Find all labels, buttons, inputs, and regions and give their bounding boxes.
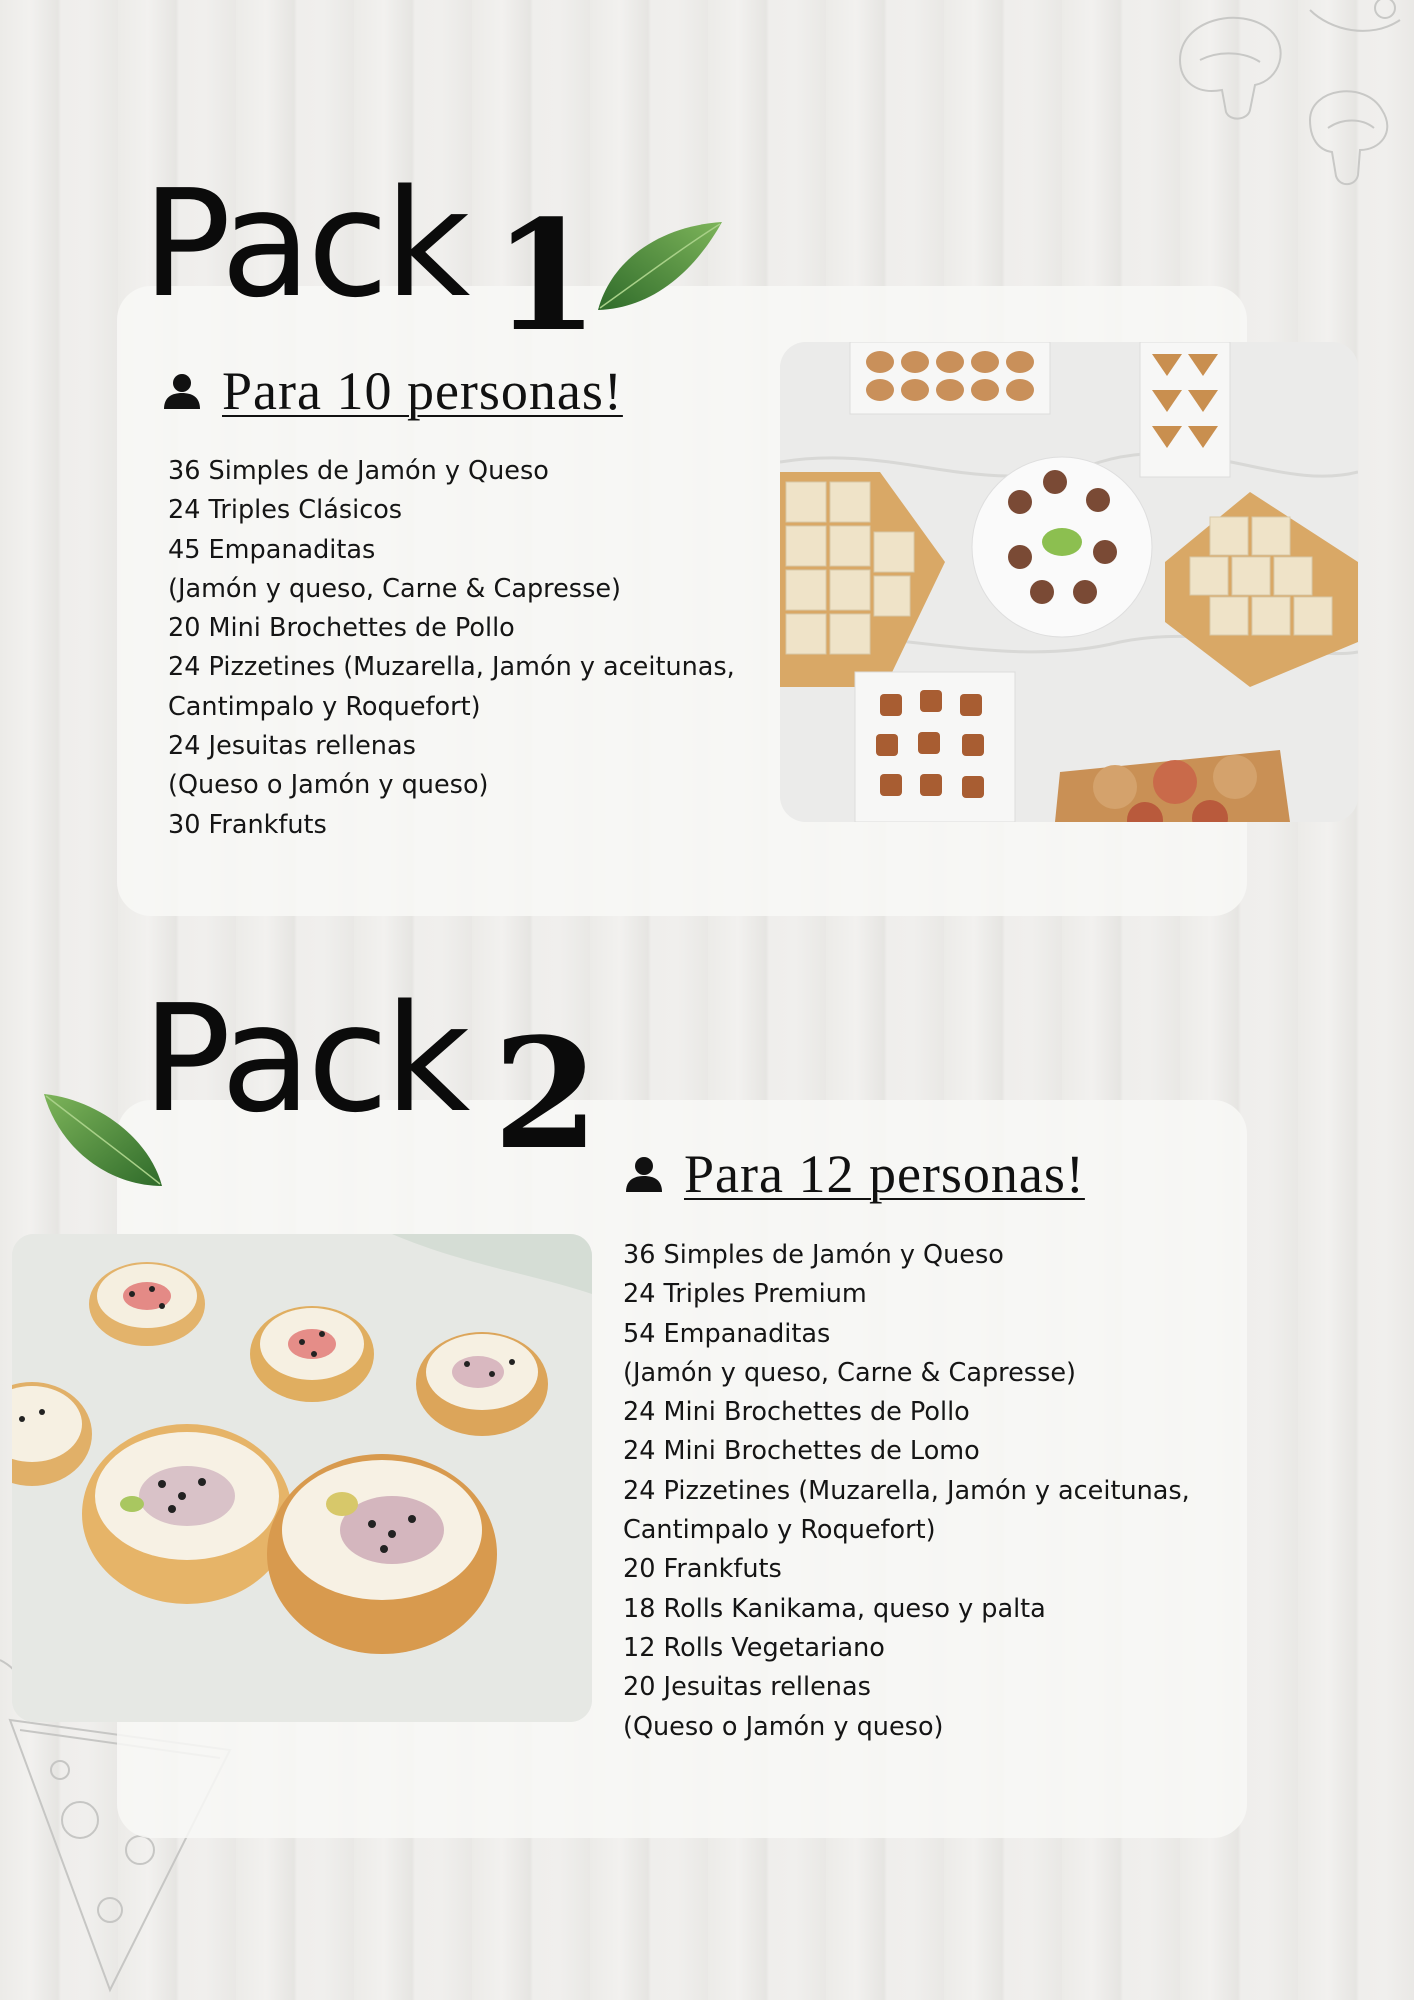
list-item: 20 Jesuitas rellenas (623, 1672, 871, 1703)
list-item: 45 Empanaditas (168, 534, 376, 565)
list-item: 24 Jesuitas rellenas (168, 731, 416, 762)
pack-2-persons-label: Para 12 personas! (684, 1144, 1085, 1204)
list-item: 36 Simples de Jamón y Queso (168, 456, 549, 486)
snack-platter-photo (780, 342, 1358, 822)
list-item: (Queso o Jamón y queso) (168, 770, 489, 801)
leaf-icon (40, 1090, 166, 1190)
list-item: 24 Pizzetines (Muzarella, Jamón y aceitunas, (168, 652, 735, 683)
person-icon (162, 371, 202, 411)
list-item: (Jamón y queso, Carne & Capresse) (623, 1357, 1076, 1388)
pack-1-number: 1 (493, 186, 599, 365)
list-item: 20 Frankfuts (623, 1554, 782, 1585)
list-item: 24 Triples Premium (623, 1279, 867, 1310)
list-item: 24 Triples Clásicos (168, 495, 403, 526)
pack-2-item-list (623, 1236, 1190, 1747)
leaf-icon (592, 218, 724, 318)
pack-2-persons (624, 1143, 1085, 1205)
list-item: 12 Rolls Vegetariano (623, 1632, 885, 1663)
pack-2-title: Pack (142, 973, 467, 1145)
pack-2-number: 2 (493, 1004, 599, 1183)
pack-1-persons-label: Para 10 personas! (222, 361, 623, 421)
list-item: 36 Simples de Jamón y Queso (623, 1240, 1004, 1270)
list-item: 54 Empanaditas (623, 1318, 831, 1349)
list-item: 24 Pizzetines (Muzarella, Jamón y aceitunas, (623, 1475, 1190, 1506)
list-item: 18 Rolls Kanikama, queso y palta (623, 1593, 1046, 1624)
pack-1-persons (162, 360, 623, 422)
list-item: 24 Mini Brochettes de Pollo (623, 1397, 970, 1428)
list-item: 30 Frankfuts (168, 809, 327, 840)
list-item: Cantimpalo y Roquefort) (168, 691, 481, 722)
person-icon (624, 1154, 664, 1194)
list-item: Cantimpalo y Roquefort) (623, 1515, 936, 1546)
list-item: 24 Mini Brochettes de Lomo (623, 1436, 980, 1467)
pack-1-title: Pack (142, 158, 467, 330)
mushroom-sketch-icon (1160, 0, 1414, 220)
pack-1-item-list (168, 452, 735, 845)
list-item: (Queso o Jamón y queso) (623, 1711, 944, 1742)
list-item: 20 Mini Brochettes de Pollo (168, 613, 515, 644)
list-item: (Jamón y queso, Carne & Capresse) (168, 573, 621, 604)
rolls-photo (12, 1234, 592, 1722)
